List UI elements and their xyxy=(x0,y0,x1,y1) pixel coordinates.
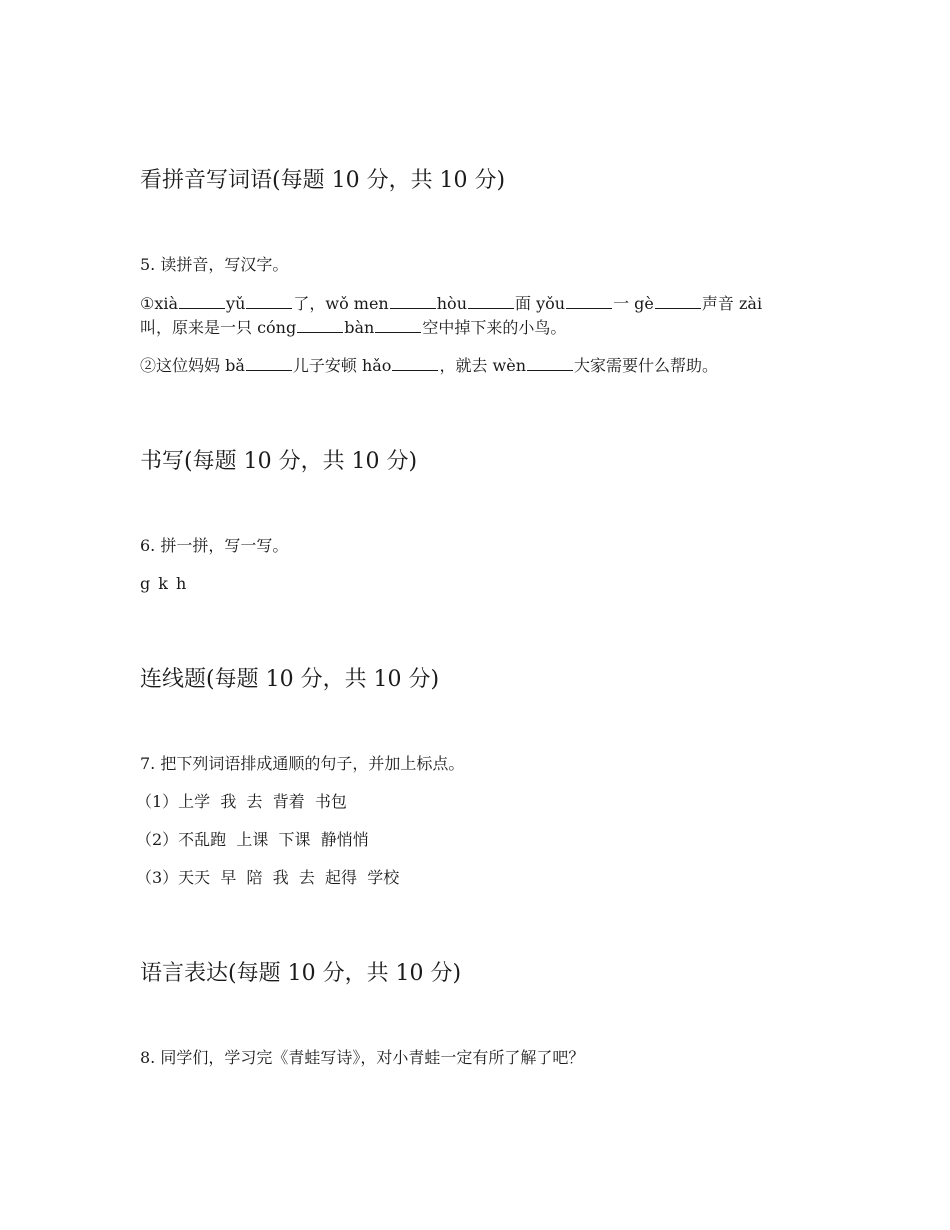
question-6-prompt: 6. 拼一拼，写一写。 xyxy=(140,536,289,555)
pinyin-segment: yǔ xyxy=(226,294,246,313)
pinyin-segment: 空中掉下来的小鸟。 xyxy=(422,318,567,337)
pinyin-segment: ①xià xyxy=(140,294,179,313)
pinyin-segment: 一 gè xyxy=(613,294,654,313)
answer-blank[interactable] xyxy=(527,354,573,371)
answer-blank[interactable] xyxy=(655,292,701,309)
question-8-prompt: 8. 同学们，学习完《青蛙写诗》，对小青蛙一定有所了解了吧？ xyxy=(140,1048,585,1067)
pinyin-segment: bàn xyxy=(344,318,375,337)
letter-g: g xyxy=(140,574,151,593)
answer-blank[interactable] xyxy=(297,316,343,333)
question-6-letters xyxy=(140,573,186,595)
question-7-item-2: （2）不乱跑 上课 下课 静悄悄 xyxy=(136,830,369,849)
answer-blank[interactable] xyxy=(468,292,514,309)
pinyin-segment: 大家需要什么帮助。 xyxy=(574,356,719,375)
pinyin-segment: 面 yǒu xyxy=(515,294,566,313)
question-5-prompt: 5. 读拼音，写汉字。 xyxy=(140,255,289,274)
question-5-line-1 xyxy=(140,292,762,315)
section-title-matching: 连线题(每题 10 分，共 10 分) xyxy=(140,667,440,692)
pinyin-segment: 声音 zài xyxy=(701,294,763,313)
pinyin-segment: hòu xyxy=(436,294,467,313)
pinyin-segment: 了，wǒ men xyxy=(293,294,389,313)
pinyin-segment: ，就去 wèn xyxy=(439,356,527,375)
answer-blank[interactable] xyxy=(566,292,612,309)
section-title-pinyin: 看拼音写词语(每题 10 分，共 10 分) xyxy=(140,168,506,193)
pinyin-segment: 叫，原来是一只 cóng xyxy=(140,318,297,337)
question-7-item-3: （3）天天 早 陪 我 去 起得 学校 xyxy=(136,868,400,887)
answer-blank[interactable] xyxy=(392,354,438,371)
letter-h: h xyxy=(175,574,187,593)
section-title-expression: 语言表达(每题 10 分，共 10 分) xyxy=(140,961,462,986)
question-7-prompt: 7. 把下列词语排成通顺的句子，并加上标点。 xyxy=(140,754,465,773)
letter-k: k xyxy=(158,574,168,593)
answer-blank[interactable] xyxy=(390,292,436,309)
pinyin-segment: ②这位妈妈 bǎ xyxy=(140,356,245,375)
answer-blank[interactable] xyxy=(246,354,292,371)
answer-blank[interactable] xyxy=(375,316,421,333)
question-5-line-2 xyxy=(140,316,566,339)
answer-blank[interactable] xyxy=(179,292,225,309)
question-5-line-3 xyxy=(140,354,718,377)
answer-blank[interactable] xyxy=(246,292,292,309)
pinyin-segment: 儿子安顿 hǎo xyxy=(292,356,392,375)
section-title-writing: 书写(每题 10 分，共 10 分) xyxy=(140,449,418,474)
question-7-item-1: （1）上学 我 去 背着 书包 xyxy=(136,792,347,811)
